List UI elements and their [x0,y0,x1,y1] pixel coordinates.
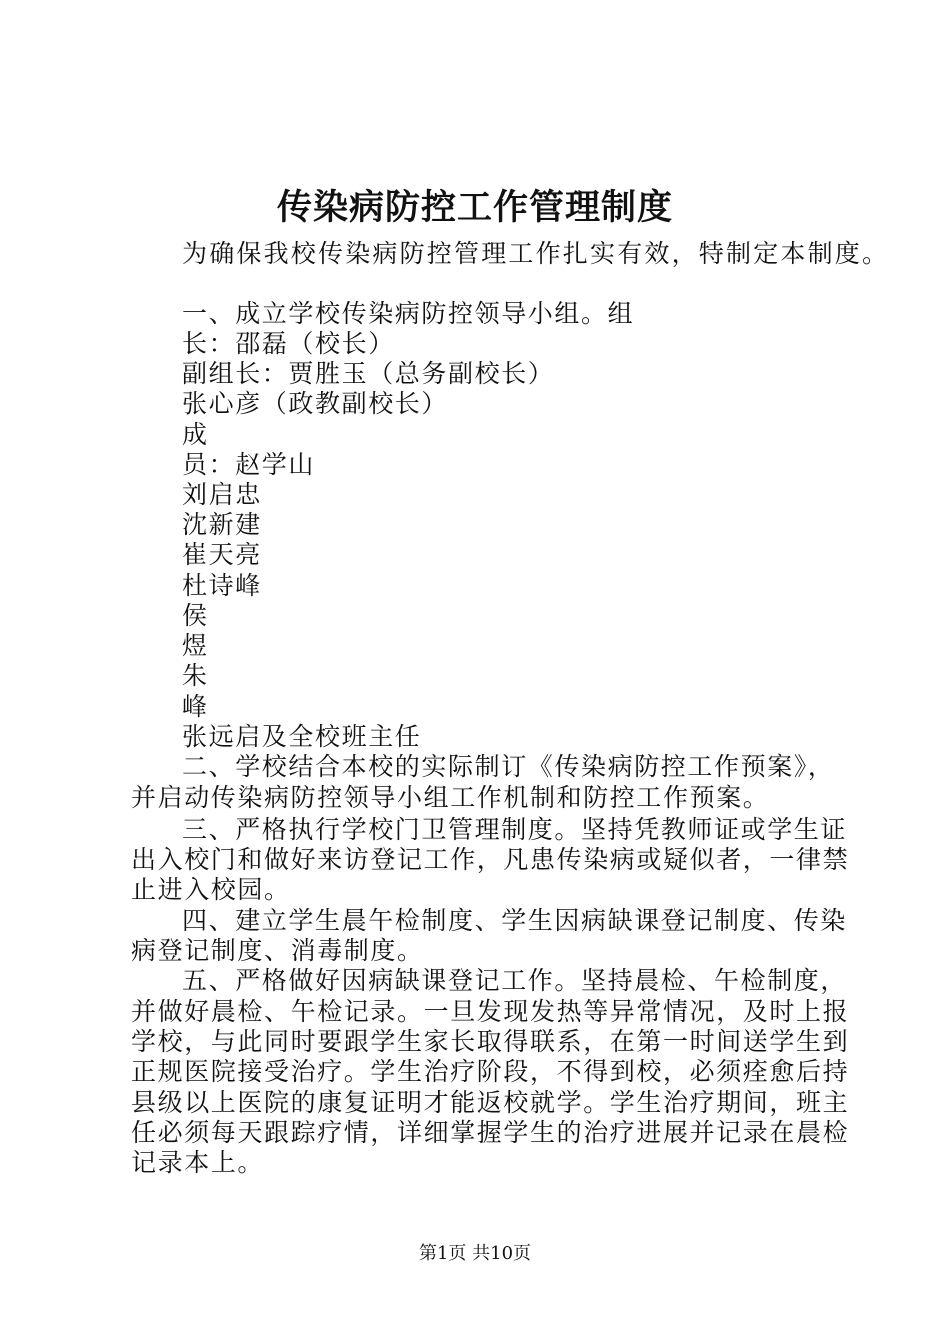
deputy-leader: 张心彦（政教副校长） [182,389,449,418]
paragraph-line: 止进入校园。 [131,875,291,904]
leadership-heading: 一、成立学校传染病防控领导小组。组 [182,299,635,328]
paragraph-line: 并启动传染病防控领导小组工作机制和防控工作预案。 [131,783,770,812]
member-name: 煜 [182,631,209,660]
member-name: 朱 [182,661,209,690]
document-title: 传染病防控工作管理制度 [276,187,673,228]
member-name: 侯 [182,601,209,630]
paragraph-line: 记录本上。 [131,1148,265,1177]
paragraph-line: 五、严格做好因病缺课登记工作。坚持晨检、午检制度， [182,966,848,995]
paragraph-line: 任必须每天跟踪疗情，详细掌握学生的治疗进展并记录在晨检 [131,1118,850,1147]
paragraph-line: 出入校门和做好来访登记工作，凡患传染病或疑似者，一律禁 [131,845,850,874]
paragraph-line: 并做好晨检、午检记录。一旦发现发热等异常情况，及时上报 [131,997,850,1026]
paragraph-line: 三、严格执行学校门卫管理制度。坚持凭教师证或学生证 [182,815,848,844]
paragraph-line: 学校，与此同时要跟学生家长取得联系，在第一时间送学生到 [131,1027,850,1056]
member-name: 张远启及全校班主任 [182,722,422,751]
member-name: 崔天亮 [182,540,262,569]
paragraph-line: 县级以上医院的康复证明才能返校就学。学生治疗期间，班主 [131,1088,850,1117]
group-leader: 长：邵磊（校长） [182,329,395,358]
paragraph-line: 四、建立学生晨午检制度、学生因病缺课登记制度、传染 [182,906,848,935]
member-name: 杜诗峰 [182,571,262,600]
members-label: 员：赵学山 [182,450,316,479]
deputy-leader: 副组长：贾胜玉（总务副校长） [182,359,555,388]
paragraph-line: 二、学校结合本校的实际制订《传染病防控工作预案》， [182,752,835,781]
intro-paragraph: 为确保我校传染病防控管理工作扎实有效，特制定本制度。 [182,239,890,268]
members-label: 成 [182,420,209,449]
paragraph-line: 正规医院接受治疗。学生治疗阶段，不得到校，必须痊愈后持 [131,1057,850,1086]
member-name: 峰 [182,692,209,721]
page-number: 第1页 共10页 [418,1243,532,1264]
paragraph-line: 病登记制度、消毒制度。 [131,936,424,965]
member-name: 沈新建 [182,510,262,539]
member-name: 刘启忠 [182,480,262,509]
